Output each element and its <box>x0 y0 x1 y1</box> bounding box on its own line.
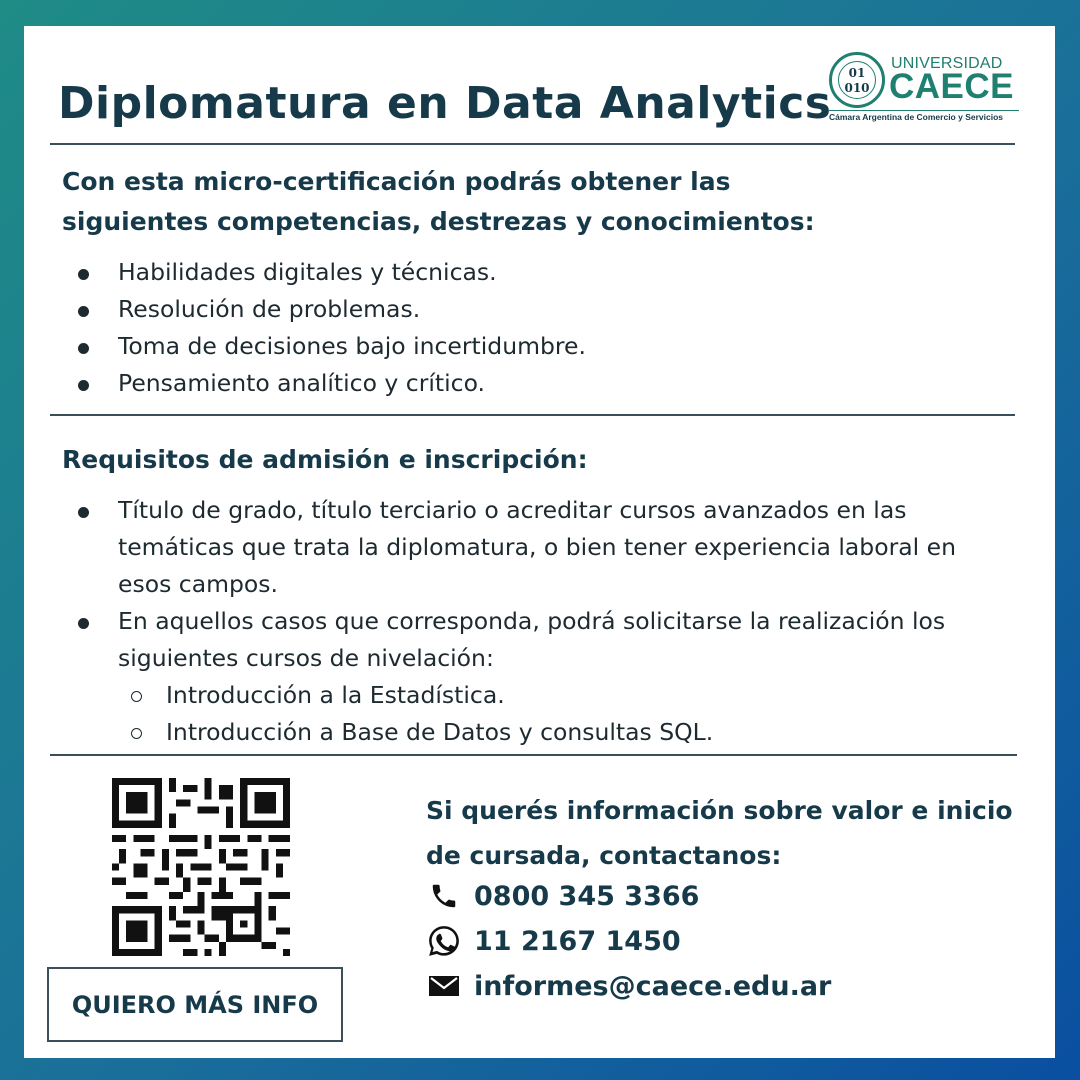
competencies-heading <box>62 162 815 242</box>
university-logo <box>829 52 1019 124</box>
whatsapp-number[interactable]: 11 2167 1450 <box>474 925 681 957</box>
divider <box>50 143 1015 145</box>
list-item <box>70 365 1000 402</box>
phone-row[interactable] <box>426 876 699 916</box>
logo-subtitle: Cámara Argentina de Comercio y Servicios <box>829 110 1019 122</box>
qr-code[interactable] <box>112 778 290 956</box>
email-row[interactable] <box>426 966 831 1006</box>
sub-list-item-text: Introducción a Base de Datos y consultas SQL. <box>166 718 714 746</box>
list-item <box>70 603 1000 751</box>
leveling-courses-list <box>118 677 1000 751</box>
list-item <box>70 254 1000 291</box>
list-item-text: En aquellos casos que corresponda, podrá solicitarse la realización los siguientes cursos de nivelación: <box>118 607 946 672</box>
university-seal-icon: 01 010 <box>829 52 885 108</box>
divider <box>50 754 1017 756</box>
list-item-text: Habilidades digitales y técnicas. <box>118 258 497 286</box>
requirements-heading: Requisitos de admisión e inscripción: <box>62 445 588 474</box>
bullet-icon <box>78 269 89 280</box>
divider <box>50 414 1015 416</box>
list-item-text: Título de grado, título terciario o acreditar cursos avanzados en las temáticas que trata la diplomatura, o bien tener experiencia laboral en esos campos. <box>118 496 957 598</box>
whatsapp-icon <box>426 923 462 959</box>
list-item-text: Resolución de problemas. <box>118 295 421 323</box>
email-address[interactable]: informes@caece.edu.ar <box>474 970 832 1002</box>
bullet-icon <box>78 507 89 518</box>
sub-list-item <box>118 677 1000 714</box>
list-item <box>70 291 1000 328</box>
bullet-icon <box>78 380 89 391</box>
flyer-card <box>24 26 1055 1058</box>
list-item-text: Toma de decisiones bajo incertidumbre. <box>118 332 586 360</box>
list-item <box>70 492 1000 603</box>
phone-number[interactable]: 0800 345 3366 <box>474 880 700 912</box>
list-item-text: Pensamiento analítico y crítico. <box>118 369 486 397</box>
mail-icon <box>426 968 462 1004</box>
sub-list-item <box>118 714 1000 751</box>
logo-name: CAECE <box>889 67 1015 106</box>
contact-heading: Si querés información sobre valor e inicio de cursada, contactanos: <box>426 796 1013 870</box>
list-item <box>70 328 1000 365</box>
more-info-button[interactable]: QUIERO MÁS INFO <box>47 967 343 1042</box>
requirements-list <box>70 492 1000 751</box>
logo-university-label: UNIVERSIDAD <box>891 55 1003 72</box>
hollow-bullet-icon <box>131 728 142 739</box>
sub-list-item-text: Introducción a la Estadística. <box>166 681 505 709</box>
phone-icon <box>426 878 462 914</box>
competencies-list <box>70 254 1000 402</box>
bullet-icon <box>78 343 89 354</box>
bullet-icon <box>78 618 89 629</box>
bullet-icon <box>78 306 89 317</box>
page-title: Diplomatura en Data Analytics <box>58 78 832 129</box>
hollow-bullet-icon <box>131 691 142 702</box>
whatsapp-row[interactable] <box>426 921 681 961</box>
competencies-heading-line2: siguientes competencias, destrezas y conocimientos: <box>62 207 815 236</box>
competencies-heading-line1: Con esta micro-certificación podrás obtener las <box>62 167 731 196</box>
